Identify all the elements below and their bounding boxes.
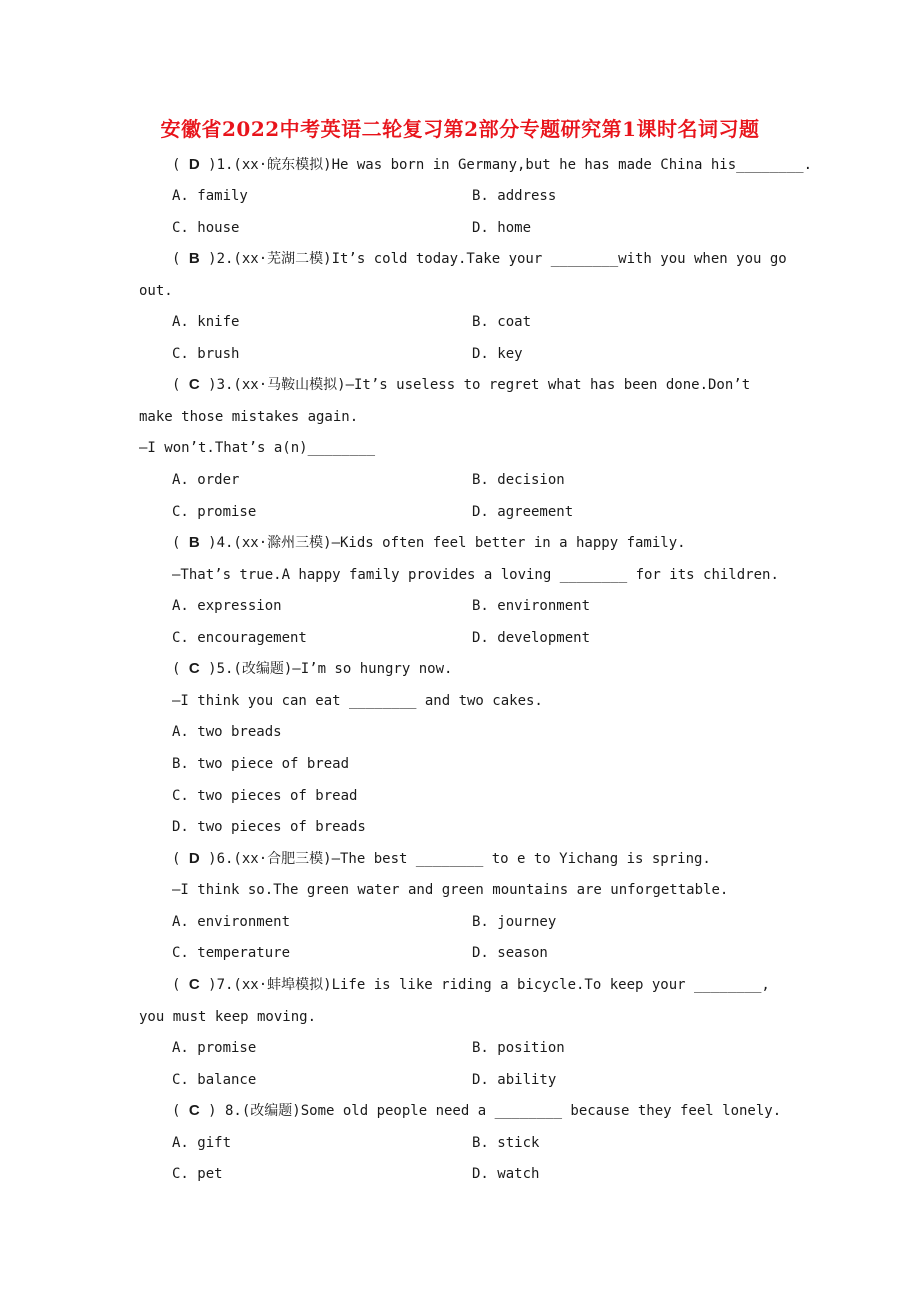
question-6-answer: D	[188, 850, 200, 867]
question-8-stem: ( C ) 8.(改编题)Some old people need a ________ because they feel lonely.	[172, 1102, 782, 1119]
question-3-option-c: C. promise	[172, 504, 257, 520]
question-3-reply: —I won’t.That’s a(n)________	[139, 440, 376, 456]
question-4-stem: ( B )4.(xx·滁州三模)—Kids often feel better in a happy family.	[172, 534, 686, 551]
question-8-option-b: B. stick	[472, 1135, 540, 1151]
question-5-reply: —I think you can eat ________ and two cakes.	[172, 693, 543, 709]
question-2-option-a: A. knife	[172, 314, 240, 330]
question-3-stem: ( C )3.(xx·马鞍山模拟)—It’s useless to regret what has been done.Don’t	[172, 376, 751, 393]
question-2-option-b: B. coat	[472, 314, 532, 330]
question-3-option-a: A. order	[172, 472, 240, 488]
question-5-option-b: B. two piece of bread	[172, 756, 350, 772]
question-4-option-d: D. development	[472, 630, 591, 646]
question-3-answer: C	[188, 376, 200, 393]
question-5-option-d: D. two pieces of breads	[172, 819, 366, 835]
question-7-stem: ( C )7.(xx·蚌埠模拟)Life is like riding a bicycle.To keep your ________,	[172, 976, 770, 993]
question-8-option-d: D. watch	[472, 1166, 540, 1182]
question-8-answer: C	[188, 1102, 200, 1119]
question-2-answer: B	[188, 250, 200, 267]
question-1-option-a: A. family	[172, 188, 248, 204]
question-1-option-c: C. house	[172, 220, 240, 236]
question-7-option-a: A. promise	[172, 1040, 257, 1056]
question-2-option-c: C. brush	[172, 346, 240, 362]
question-4-option-a: A. expression	[172, 598, 282, 614]
question-7-option-c: C. balance	[172, 1072, 257, 1088]
question-2-option-d: D. key	[472, 346, 523, 362]
question-6-stem: ( D )6.(xx·合肥三模)—The best ________ to e to Yichang is spring.	[172, 850, 711, 867]
question-4-option-c: C. encouragement	[172, 630, 307, 646]
question-8-option-c: C. pet	[172, 1166, 223, 1182]
question-5-answer: C	[188, 660, 200, 677]
question-4-option-b: B. environment	[472, 598, 591, 614]
question-7-option-b: B. position	[472, 1040, 565, 1056]
page-title: 安徽省2022中考英语二轮复习第2部分专题研究第1课时名词习题	[160, 117, 760, 141]
question-5-option-c: C. two pieces of bread	[172, 788, 358, 804]
question-6-option-c: C. temperature	[172, 945, 291, 961]
question-6-option-d: D. season	[472, 945, 548, 961]
question-1-option-b: B. address	[472, 188, 557, 204]
question-7-answer: C	[188, 976, 200, 993]
question-6-reply: —I think so.The green water and green mountains are unforgettable.	[172, 882, 729, 898]
question-4-reply: —That’s true.A happy family provides a loving ________ for its children.	[172, 567, 779, 583]
question-3-option-d: D. agreement	[472, 504, 574, 520]
question-1-option-d: D. home	[472, 220, 532, 236]
question-1-stem: ( D )1.(xx·皖东模拟)He was born in Germany,but he has made China his________.	[172, 156, 812, 173]
question-4-answer: B	[188, 534, 200, 551]
question-5-option-a: A. two breads	[172, 724, 282, 740]
question-6-option-a: A. environment	[172, 914, 291, 930]
question-6-option-b: B. journey	[472, 914, 557, 930]
question-2-stem: ( B )2.(xx·芜湖二模)It’s cold today.Take your ________with you when you go	[172, 250, 787, 267]
question-8-option-a: A. gift	[172, 1135, 232, 1151]
question-7-stem-continued: you must keep moving.	[139, 1009, 317, 1025]
question-3-option-b: B. decision	[472, 472, 565, 488]
question-3-stem-continued: make those mistakes again.	[139, 409, 359, 425]
question-1-answer: D	[188, 156, 200, 173]
question-5-stem: ( C )5.(改编题)—I’m so hungry now.	[172, 660, 453, 677]
question-2-stem-continued: out.	[139, 283, 173, 299]
question-7-option-d: D. ability	[472, 1072, 557, 1088]
